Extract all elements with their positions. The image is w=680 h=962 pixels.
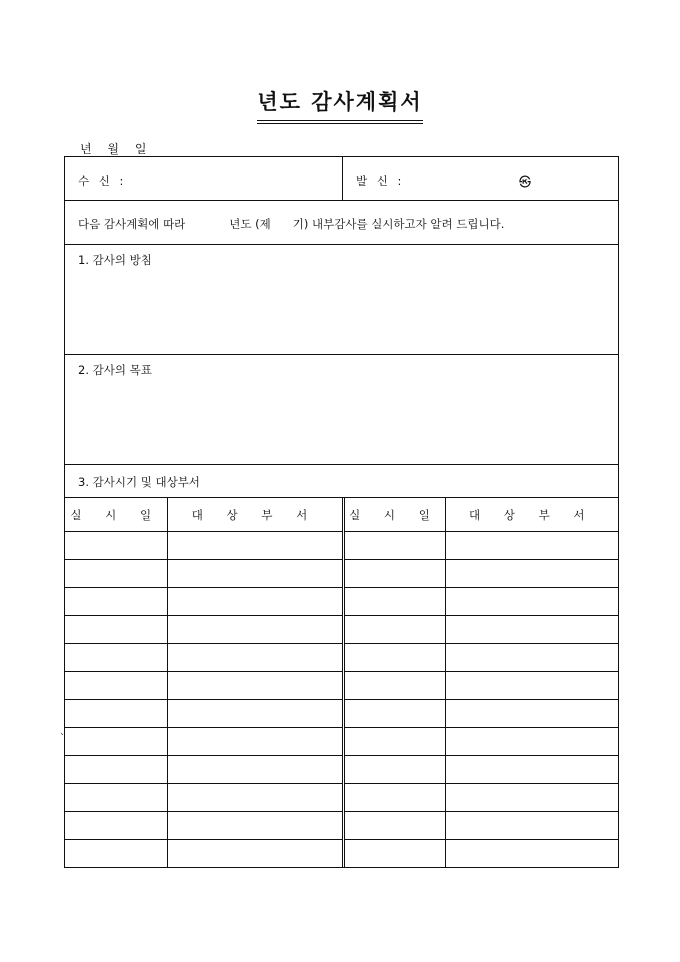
schedule-dept-cell[interactable]: [167, 784, 343, 812]
schedule-dept-cell[interactable]: [167, 644, 343, 672]
schedule-date-cell[interactable]: [343, 560, 445, 588]
col-date-2: 실 시 일: [343, 498, 445, 532]
schedule-row: [65, 840, 618, 868]
schedule-dept-cell[interactable]: [445, 756, 618, 784]
schedule-row: [65, 812, 618, 840]
document-title-text: 년도 감사계획서: [257, 86, 422, 124]
schedule-dept-cell[interactable]: [167, 532, 343, 560]
schedule-date-cell[interactable]: [65, 672, 167, 700]
notice-part3: 기) 내부감사를 실시하고자 알려 드립니다.: [292, 217, 505, 231]
schedule-row: [65, 784, 618, 812]
schedule-dept-cell[interactable]: [445, 588, 618, 616]
sender-field[interactable]: [343, 157, 618, 200]
schedule-dept-cell[interactable]: [445, 728, 618, 756]
schedule-date-cell[interactable]: [343, 728, 445, 756]
schedule-dept-cell[interactable]: [167, 840, 343, 868]
schedule-date-cell[interactable]: [343, 644, 445, 672]
schedule-dept-cell[interactable]: [445, 616, 618, 644]
schedule-dept-cell[interactable]: [167, 560, 343, 588]
schedule-date-cell[interactable]: [65, 784, 167, 812]
schedule-dept-cell[interactable]: [445, 784, 618, 812]
schedule-date-cell[interactable]: [65, 728, 167, 756]
policy-heading: 1. 감사의 방침: [78, 253, 152, 267]
schedule-heading: 3. 감사시기 및 대상부서: [78, 475, 200, 489]
col-date-1: 실 시 일: [65, 498, 167, 532]
recipient-field[interactable]: [65, 157, 343, 200]
date-line: 년 월 일: [80, 142, 150, 156]
schedule-dept-cell[interactable]: [445, 672, 618, 700]
schedule-date-cell[interactable]: [65, 700, 167, 728]
policy-section[interactable]: [65, 245, 618, 355]
schedule-dept-cell[interactable]: [167, 672, 343, 700]
schedule-dept-cell[interactable]: [167, 700, 343, 728]
recipient-label: 수 신 :: [78, 174, 127, 188]
schedule-dept-cell[interactable]: [167, 756, 343, 784]
schedule-date-cell[interactable]: [65, 616, 167, 644]
sender-label: 발 신 :: [356, 174, 405, 188]
schedule-date-cell[interactable]: [65, 812, 167, 840]
schedule-date-cell[interactable]: [343, 588, 445, 616]
schedule-dept-cell[interactable]: [445, 700, 618, 728]
schedule-row: [65, 560, 618, 588]
schedule-row: [65, 588, 618, 616]
schedule-dept-cell[interactable]: [167, 812, 343, 840]
schedule-header-row: [65, 498, 618, 532]
col-dept-1: 대 상 부 서: [167, 498, 343, 532]
schedule-date-cell[interactable]: [343, 840, 445, 868]
stray-mark: `: [60, 733, 65, 744]
schedule-section-heading-row: [65, 465, 618, 498]
schedule-row: [65, 532, 618, 560]
schedule-date-cell[interactable]: [65, 644, 167, 672]
schedule-dept-cell[interactable]: [445, 560, 618, 588]
seal-mark: ㉿: [519, 175, 532, 189]
schedule-date-cell[interactable]: [65, 560, 167, 588]
schedule-date-cell[interactable]: [65, 756, 167, 784]
goal-section[interactable]: [65, 355, 618, 465]
schedule-date-cell[interactable]: [65, 840, 167, 868]
schedule-dept-cell[interactable]: [167, 616, 343, 644]
notice-part1: 다음 감사계획에 따라: [78, 217, 186, 231]
schedule-dept-cell[interactable]: [167, 728, 343, 756]
schedule-row: [65, 700, 618, 728]
schedule-row: [65, 756, 618, 784]
notice-row: [65, 201, 618, 245]
schedule-row: [65, 644, 618, 672]
schedule-row: [65, 672, 618, 700]
schedule-date-cell[interactable]: [343, 672, 445, 700]
col-dept-2: 대 상 부 서: [445, 498, 618, 532]
schedule-date-cell[interactable]: [343, 700, 445, 728]
schedule-dept-cell[interactable]: [445, 644, 618, 672]
schedule-dept-cell[interactable]: [445, 532, 618, 560]
schedule-table-row: [65, 498, 618, 867]
schedule-table: [65, 498, 618, 867]
schedule-date-cell[interactable]: [343, 616, 445, 644]
audit-plan-form: [64, 156, 619, 868]
schedule-dept-cell[interactable]: [445, 812, 618, 840]
schedule-dept-cell[interactable]: [167, 588, 343, 616]
schedule-date-cell[interactable]: [65, 588, 167, 616]
schedule-row: [65, 728, 618, 756]
schedule-dept-cell[interactable]: [445, 840, 618, 868]
schedule-date-cell[interactable]: [343, 812, 445, 840]
schedule-date-cell[interactable]: [65, 532, 167, 560]
header-row: [65, 157, 618, 201]
notice-part2: 년도 (제: [229, 217, 271, 231]
schedule-date-cell[interactable]: [343, 756, 445, 784]
schedule-row: [65, 616, 618, 644]
goal-heading: 2. 감사의 목표: [78, 363, 152, 377]
schedule-date-cell[interactable]: [343, 532, 445, 560]
document-title: [0, 86, 680, 124]
schedule-date-cell[interactable]: [343, 784, 445, 812]
